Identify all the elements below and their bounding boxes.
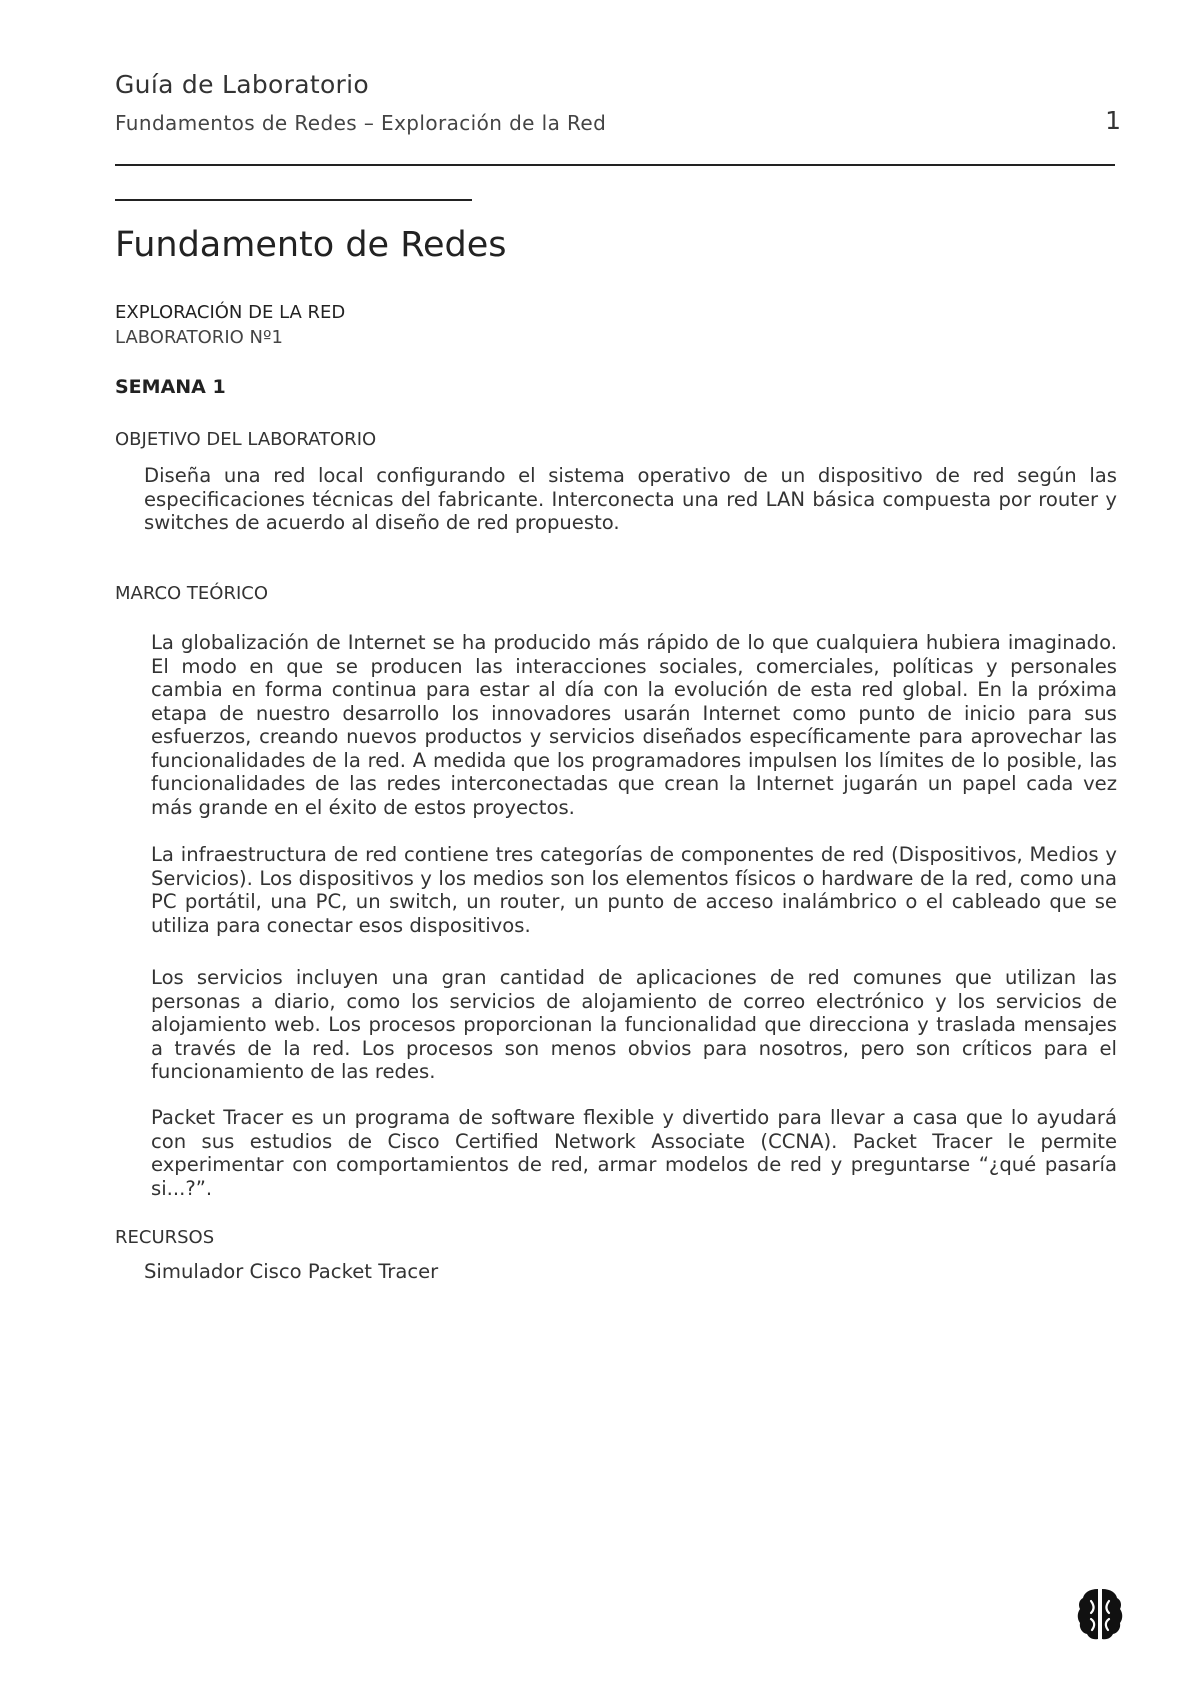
- resource-item: Simulador Cisco Packet Tracer: [144, 1260, 439, 1283]
- brain-logo-icon: [1076, 1587, 1124, 1641]
- header-divider-short: [115, 199, 472, 201]
- header-subtitle: Fundamentos de Redes – Exploración de la Red: [115, 111, 607, 135]
- theory-paragraph: Packet Tracer es un programa de software flexible y divertido para llevar a casa que lo ayudará con sus estudios de Cisco Certified Network Associate (CCNA). Packet Tracer le permite experimentar con comportamientos de red, armar modelos de red y preguntarse “¿qué pasaría si...?”.: [151, 1106, 1117, 1200]
- section-title: EXPLORACIÓN DE LA RED: [115, 302, 346, 323]
- theory-paragraph: La globalización de Internet se ha producido más rápido de lo que cualquiera hubiera imaginado. El modo en que se producen las interacciones sociales, comerciales, políticas y personales cambia en forma continua para estar al día con la evolución de esta red global. En la próxima etapa de nuestro desarrollo los innovadores usarán Internet como punto de inicio para sus esfuerzos, creando nuevos productos y servicios diseñados específicamente para aprovechar las funcionalidades de la red. A medida que los programadores impulsen los límites de lo posible, las funcionalidades de las redes interconectadas que crean la Internet jugarán un papel cada vez más grande en el éxito de estos proyectos.: [151, 631, 1117, 819]
- objective-text: Diseña una red local configurando el sistema operativo de un dispositivo de red según las especificaciones técnicas del fabricante. Interconecta una red LAN básica compuesta por router y switches de acuerdo al diseño de red propuesto.: [144, 464, 1117, 534]
- week-label: SEMANA 1: [115, 376, 226, 398]
- header-title: Guía de Laboratorio: [115, 70, 369, 99]
- header-divider: [115, 164, 1115, 166]
- theory-heading: MARCO TEÓRICO: [115, 583, 268, 604]
- resources-heading: RECURSOS: [115, 1227, 215, 1248]
- document-title: Fundamento de Redes: [115, 225, 507, 265]
- theory-paragraph: Los servicios incluyen una gran cantidad de aplicaciones de red comunes que utilizan las personas a diario, como los servicios de alojamiento de correo electrónico y los servicios de alojamiento web. Los procesos proporcionan la funcionalidad que direcciona y traslada mensajes a través de la red. Los procesos son menos obvios para nosotros, pero son críticos para el funcionamiento de las redes.: [151, 966, 1117, 1083]
- objective-heading: OBJETIVO DEL LABORATORIO: [115, 429, 377, 450]
- theory-paragraph: La infraestructura de red contiene tres categorías de componentes de red (Dispositivos, Medios y Servicios). Los dispositivos y los medios son los elementos físicos o hardware de la red, como una PC portátil, una PC, un switch, un router, un punto de acceso inalámbrico o el cableado que se utiliza para conectar esos dispositivos.: [151, 843, 1117, 937]
- page-number: 1: [1105, 106, 1121, 135]
- lab-number: LABORATORIO Nº1: [115, 327, 283, 348]
